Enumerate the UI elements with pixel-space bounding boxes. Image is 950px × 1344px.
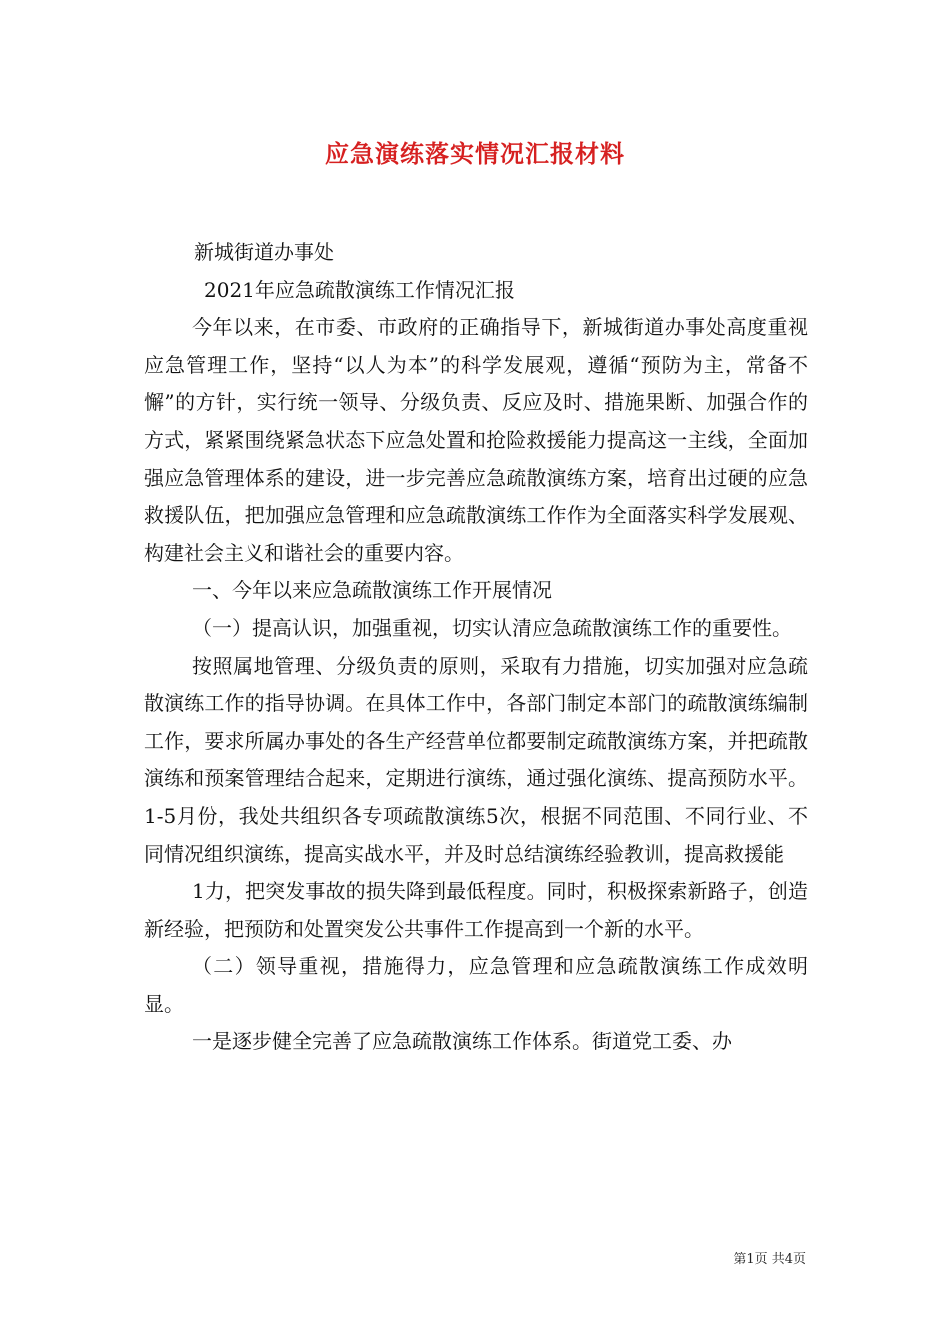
paragraph-intro: 今年以来，在市委、市政府的正确指导下，新城街道办事处高度重视应急管理工作，坚持“以人为本”的科学发展观，遵循“预防为主，常备不懈”的方针，实行统一领导、分级负责、反应及时、措施果断、加强合作的方式，紧紧围绕紧急状态下应急处置和抢险救援能力提高这一主线，全面加强应急管理体系的建设，进一步完善应急疏散演练方案，培育出过硬的应急救援队伍，把加强应急管理和应急疏散演练工作作为全面落实科学发展观、构建社会主义和谐社会的重要内容。 (144, 315, 808, 565)
org-name-line: 新城街道办事处 (194, 240, 334, 264)
subsection-heading-1: （一）提高认识，加强重视，切实认清应急疏散演练工作的重要性。 (192, 615, 792, 640)
paragraph-system: 一是逐步健全完善了应急疏散演练工作体系。街道党工委、办 (192, 1029, 732, 1054)
document-title: 应急演练落实情况汇报材料 (325, 139, 625, 168)
paragraph-drills: 按照属地管理、分级负责的原则，采取有力措施，切实加强对应急疏散演练工作的指导协调。在具体工作中，各部门制定本部门的疏散演练编制工作，要求所属办事处的各生产经营单位都要制定疏散演练方案，并把疏散演练和预案管理结合起来，定期进行演练，通过强化演练、提高预防水平。1-5月份，我处共组织各专项疏散演练5次，根据不同范围、不同行业、不同情况组织演练，提高实战水平，并及时总结演练经验教训，提高救援能 (144, 653, 808, 866)
section-heading-1: 一、今年以来应急疏散演练工作开展情况 (192, 578, 552, 603)
document-body (144, 234, 808, 1061)
report-subtitle-line: 2021年应急疏散演练工作情况汇报 (204, 277, 515, 302)
page-number: 第1页 共4页 (733, 1252, 806, 1267)
paragraph-continuation: 1力，把突发事故的损失降到最低程度。同时，积极探索新路子，创造新经验，把预防和处置突发公共事件工作提高到一个新的水平。 (144, 879, 808, 941)
subsection-heading-2: （二）领导重视，措施得力，应急管理和应急疏散演练工作成效明显。 (144, 954, 808, 1016)
